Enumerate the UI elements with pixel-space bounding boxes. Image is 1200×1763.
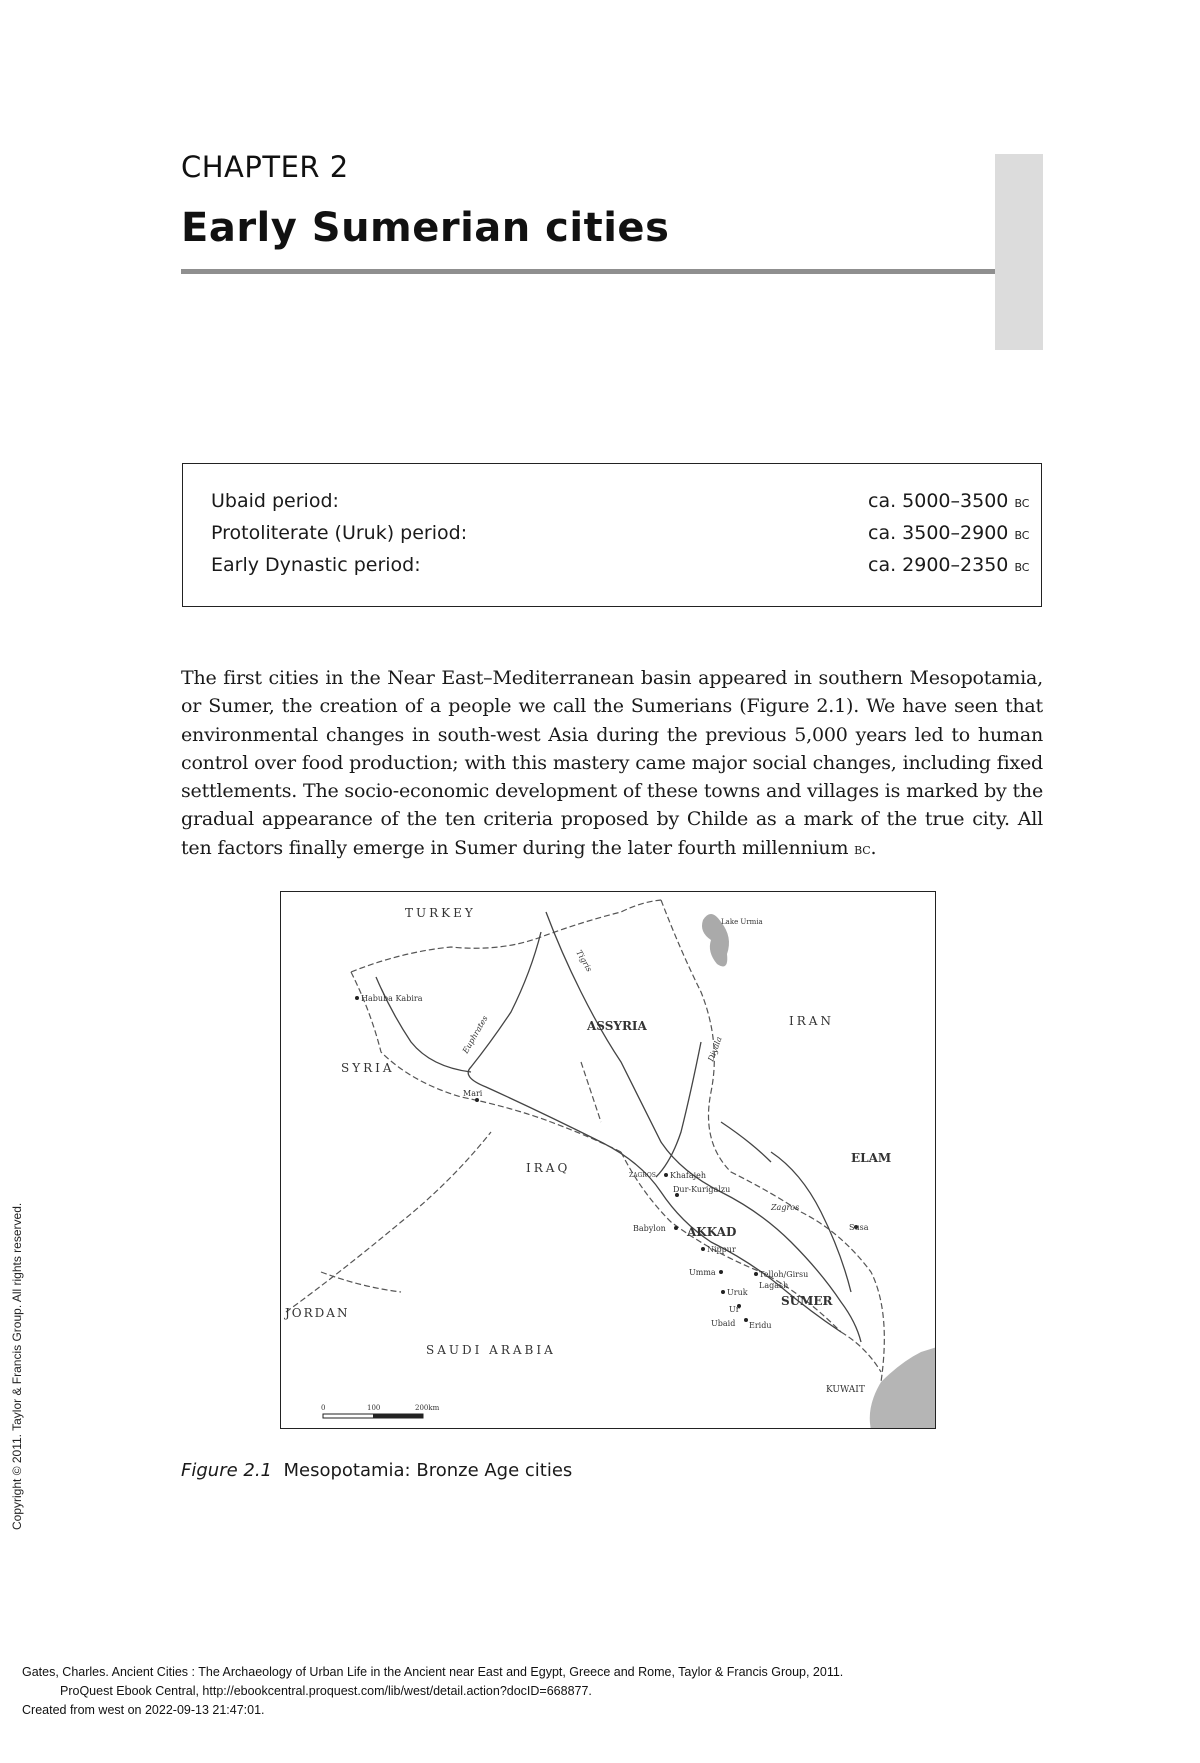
body-paragraph: The first cities in the Near East–Mediterranean basin appeared in southern Mesopotamia, or Sumer, the creation of a people we call the Sumerians (Figure 2.1). We have seen that environmental changes in south-west Asia during the previous 5,000 years led to human control over food production; with this mastery came major social changes, including fixed settlements. The socio-economic development of these towns and villages is marked by the gradual appearance of the ten criteria proposed by Childe as a mark of the true city. All ten factors finally emerge in Sumer during the later fourth millennium bc.: [181, 667, 1043, 859]
period-timeline-box: [182, 463, 1042, 607]
period-date: ca. 2900–2350 bc: [868, 554, 1030, 576]
scale-bar: [321, 1404, 440, 1418]
persian-gulf: [870, 1347, 936, 1429]
city-label: Umma: [689, 1268, 716, 1277]
map-drawing: [281, 892, 936, 1429]
city-dot: [721, 1290, 725, 1294]
region-label: TURKEY: [405, 906, 476, 920]
city-dot: [664, 1173, 668, 1177]
border-inner: [581, 1062, 601, 1122]
period-date: ca. 5000–3500 bc: [868, 490, 1030, 512]
chapter-title: Early Sumerian cities: [181, 205, 670, 251]
period-date: ca. 3500–2900 bc: [868, 522, 1030, 544]
city-label: Habuba Kabira: [361, 994, 423, 1003]
region-label: SYRIA: [341, 1061, 395, 1075]
chapter-side-tab: [995, 154, 1043, 350]
city-dot: [701, 1247, 705, 1251]
figure-caption: [181, 1460, 572, 1481]
city-label: Babylon: [633, 1224, 666, 1233]
svg-text:200km: 200km: [415, 1404, 440, 1412]
city-dot: [355, 996, 359, 1000]
city-label: Eridu: [749, 1321, 772, 1330]
region-label: KUWAIT: [826, 1385, 865, 1395]
river-khabur: [376, 977, 471, 1072]
region-label: ASSYRIA: [587, 1019, 647, 1033]
city-dot: [674, 1226, 678, 1230]
city-label: Nippur: [707, 1245, 736, 1254]
river-label: Euphrates: [460, 1014, 490, 1055]
region-label: AKKAD: [687, 1225, 737, 1239]
city-label: Uruk: [727, 1288, 748, 1297]
city-dot: [719, 1270, 723, 1274]
city-label: Ubaid: [711, 1319, 736, 1328]
region-label: JORDAN: [285, 1306, 350, 1320]
city-dot: [475, 1098, 479, 1102]
chapter-label: CHAPTER 2: [181, 150, 349, 184]
river-label: Diyala: [706, 1035, 724, 1063]
region-label: ELAM: [851, 1151, 892, 1165]
title-rule: [181, 269, 1043, 274]
city-label: Susa: [849, 1223, 869, 1232]
footer-citation: Gates, Charles. Ancient Cities : The Archaeology of Urban Life in the Ancient near East and Egypt, Greece and Rome, Taylor & Francis Group, 2011.: [22, 1665, 844, 1679]
footer-created: Created from west on 2022-09-13 21:47:01.: [22, 1703, 265, 1717]
figure-number: Figure 2.1: [181, 1460, 273, 1481]
copyright-notice: Copyright © 2011. Taylor & Francis Group. All rights reserved.: [10, 1202, 24, 1530]
caption-text: Mesopotamia: Bronze Age cities: [283, 1460, 573, 1481]
border-turkey: [351, 900, 661, 972]
period-name: Ubaid period:: [211, 490, 339, 512]
mesopotamia-map: [280, 891, 936, 1429]
svg-text:100: 100: [367, 1404, 381, 1412]
border-jordan: [286, 1132, 491, 1312]
svg-text:0: 0: [321, 1404, 326, 1412]
border-iran: [661, 900, 884, 1382]
region-label: SAUDI ARABIA: [426, 1343, 556, 1357]
region-label: IRAN: [789, 1014, 834, 1028]
period-name: Protoliterate (Uruk) period:: [211, 522, 468, 544]
river-zagros: [721, 1122, 771, 1162]
city-label: Telloh/Girsu: [759, 1270, 809, 1279]
region-label: SUMER: [781, 1294, 833, 1308]
region-label: IRAQ: [526, 1161, 571, 1175]
period-name: Early Dynastic period:: [211, 554, 421, 576]
border-jordan-south: [321, 1272, 401, 1292]
footer-url: ProQuest Ebook Central, http://ebookcentral.proquest.com/lib/west/detail.action?docID=668877.: [60, 1684, 592, 1698]
city-label: Dur-Kurigalzu: [673, 1185, 731, 1194]
city-label: Mari: [463, 1089, 483, 1098]
city-label: ZAGROS: [629, 1172, 656, 1179]
river-label: Zagros: [771, 1203, 800, 1212]
river-label: Tigris: [574, 948, 594, 974]
city-label: Ur: [729, 1305, 740, 1314]
city-dot: [754, 1272, 758, 1276]
lake-label: Lake Urmia: [721, 918, 763, 926]
river-diyala: [656, 1042, 701, 1177]
city-dot: [744, 1318, 748, 1322]
border-kuwait: [841, 1332, 881, 1372]
city-label: Khafajeh: [670, 1171, 706, 1180]
city-label: Lagash: [759, 1281, 789, 1290]
river-tigris: [546, 912, 861, 1342]
